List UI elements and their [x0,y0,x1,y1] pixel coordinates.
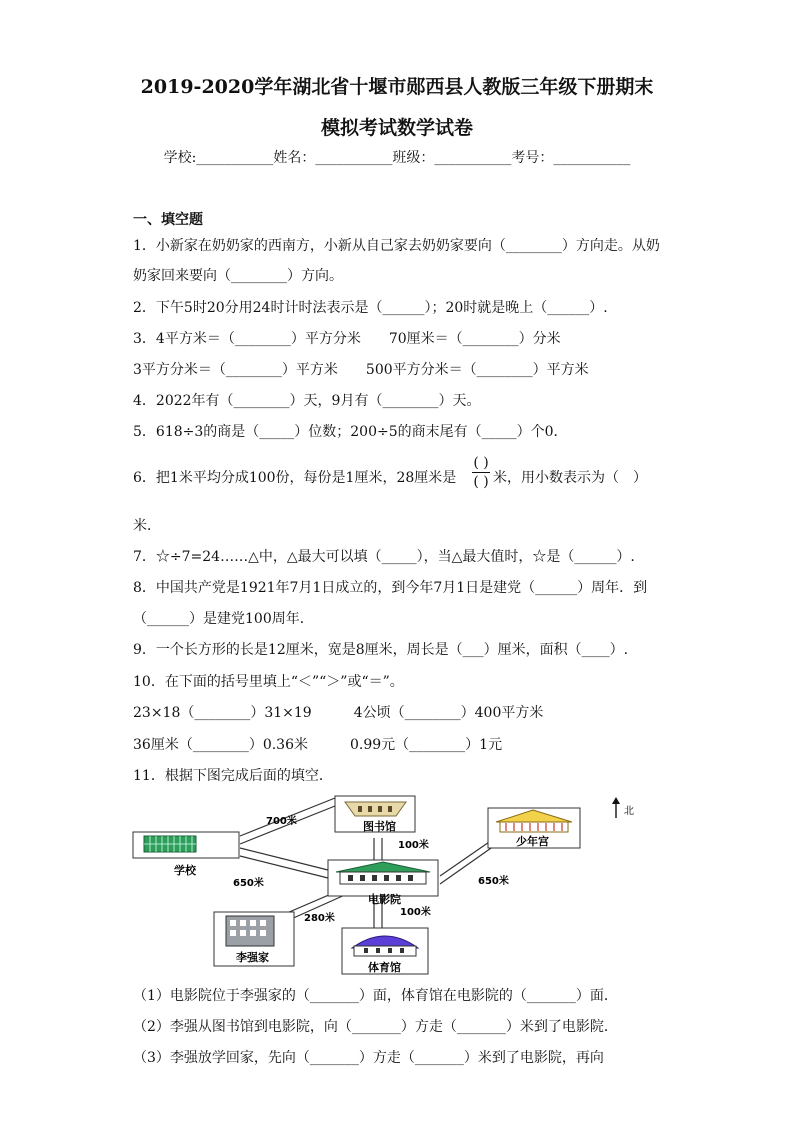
question-11-part-2: （2）李强从图书馆到电影院，向（_______）方走（_______）米到了电影院． [133,1019,618,1035]
question-10-row-2: 36厘米（________）0.36米 0.99元（________）1元 [133,737,503,753]
fraction-blank [472,455,490,490]
question-1-line-1: 1．小新家在奶奶家的西南方，小新从自己家去奶奶家要向（________）方向走。从奶 [133,238,660,254]
question-1-line-2: 奶家回来要向（________）方向。 [133,268,343,284]
question-11-part-3: （3）李强放学回家，先向（_______）方走（_______）米到了电影院，再向 [133,1050,604,1066]
north-arrow-icon [612,797,620,818]
distance-cinema-youth: 650米 [478,876,509,887]
exam-title-line1: 2019-2020学年湖北省十堰市郧西县人教版三年级下册期末 [140,76,654,98]
distance-cinema-home: 280米 [304,913,335,924]
label-cinema: 电影院 [368,893,401,906]
distance-library-cinema: 100米 [398,840,429,851]
question-6-part-1: 6．把1米平均分成100份，每份是1厘米，28厘米是 [133,470,457,486]
question-11-part-1: （1）电影院位于李强家的（_______）面，体育馆在电影院的（_______）面． [133,988,618,1004]
road-school-cinema [240,848,328,878]
label-home: 李强家 [236,951,269,964]
cinema-building [328,860,438,896]
fraction-denominator: ( ) [473,474,489,490]
question-9: 9．一个长方形的长是12厘米，宽是8厘米，周长是（___）厘米，面积（____）. [133,642,629,658]
label-library: 图书馆 [363,820,396,833]
distance-school-library: 700米 [266,816,297,827]
label-school: 学校 [174,864,196,877]
label-youth-palace: 少年宫 [516,835,549,848]
question-5: 5．618÷3的商是（_____）位数；200÷5的商末尾有（_____）个0． [133,424,568,440]
student-info-line: 学校:___________姓名：___________班级：___________考号：___________ [163,150,631,166]
distance-cinema-gym: 100米 [400,907,431,918]
question-4: 4．2022年有（________）天，9月有（________）天。 [133,393,481,409]
question-3-line-2: 3平方分米＝（________）平方米 500平方分米＝（________）平方米 [133,362,589,378]
school-building [133,832,239,858]
map-figure [130,788,650,978]
question-10: 10．在下面的括号里填上“＜”“＞”或“＝”。 [133,674,404,690]
label-north: 北 [624,806,634,817]
question-11: 11．根据下图完成后面的填空． [133,768,333,784]
question-3-line-1: 3．4平方米＝（________）平方分米 70厘米＝（________）分米 [133,331,561,347]
road-library-cinema [374,838,382,862]
question-6-part-2: 米，用小数表示为（ ） [493,470,647,486]
question-6-part-3: 米． [133,518,161,534]
question-7: 7．☆÷7=24……△中，△最大可以填（_____），当△最大值时，☆是（______）. [133,549,635,565]
question-10-row-1: 23×18（________）31×19 4公顷（________）400平方米 [133,705,544,721]
fraction-bar [472,472,490,473]
question-8-line-1: 8．中国共产党是1921年7月1日成立的，到今年7月1日是建党（______）周年．到 [133,580,648,596]
fraction-numerator: ( ) [473,455,489,471]
label-gym: 体育馆 [368,961,401,974]
exam-title-line2: 模拟考试数学试卷 [320,117,473,139]
question-2: 2．下午5时20分用24时计时法表示是（______）；20时就是晚上（______）. [133,300,608,316]
section-heading: 一、填空题 [133,212,203,228]
question-8-line-2: （______）是建党100周年． [133,611,314,627]
distance-school-cinema: 650米 [233,878,264,889]
